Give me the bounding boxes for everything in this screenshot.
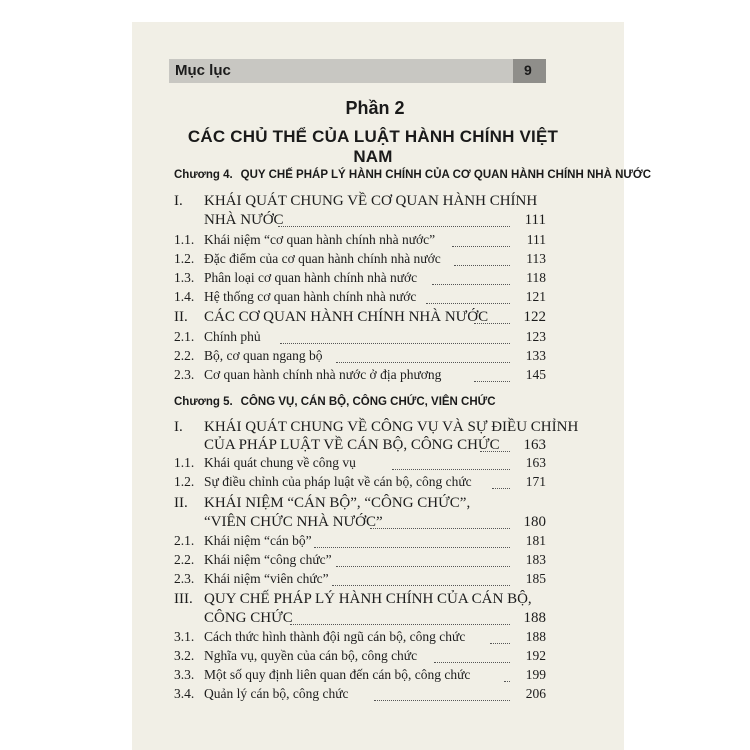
toc-entry-page: 123 (525, 329, 546, 344)
chapter-title: CÔNG VỤ, CÁN BỘ, CÔNG CHỨC, VIÊN CHỨC (240, 396, 496, 408)
toc-entry-number: III. (174, 591, 193, 607)
toc-entry-number: 1.3. (174, 270, 195, 285)
dot-leader (454, 265, 510, 266)
toc-entry-text: Khái niệm “cơ quan hành chính nhà nước” (204, 232, 436, 247)
toc-entry-line1: KHÁI NIỆM “CÁN BỘ”, “CÔNG CHỨC”, (204, 495, 471, 511)
dot-leader (474, 323, 510, 324)
header-page-number: 9 (524, 62, 532, 78)
toc-entry-number: 2.1. (174, 533, 195, 548)
toc-entry-text: Nghĩa vụ, quyền của cán bộ, công chức (204, 648, 418, 663)
dot-leader (280, 343, 510, 344)
toc-entry[interactable] (174, 367, 546, 385)
toc-entry-text: Khái niệm “công chức” (204, 552, 332, 567)
toc-entry-number: I. (174, 193, 183, 209)
toc-entry[interactable] (174, 648, 546, 666)
toc-entry-page: 121 (525, 289, 546, 304)
toc-entry-text: NHÀ NƯỚC (204, 212, 284, 228)
toc-entry[interactable] (174, 571, 546, 589)
toc-entry-number: 1.2. (174, 251, 195, 266)
toc-entry-page: 185 (525, 571, 546, 586)
toc-entry-number: 1.2. (174, 474, 195, 489)
toc-entry-page: 206 (525, 686, 546, 701)
toc-entry-page: 122 (523, 309, 546, 325)
toc-entry-line1: KHÁI QUÁT CHUNG VỀ CƠ QUAN HÀNH CHÍNH (204, 193, 538, 209)
toc-entry[interactable] (174, 686, 546, 704)
toc-entry-number: 2.1. (174, 329, 195, 344)
toc-entry[interactable] (174, 309, 546, 327)
toc-entry-page: 180 (523, 514, 546, 530)
toc-entry-page: 111 (526, 232, 546, 247)
header-title: Mục lục (175, 62, 231, 79)
dot-leader (374, 700, 510, 701)
toc-entry[interactable] (174, 629, 546, 647)
dot-leader (314, 547, 510, 548)
toc-entry[interactable] (174, 552, 546, 570)
toc-entry[interactable] (174, 533, 546, 551)
toc-entry-text: Quản lý cán bộ, công chức (204, 686, 349, 701)
dot-leader (492, 488, 510, 489)
dot-leader (474, 381, 510, 382)
toc-entry-text: Đặc điểm của cơ quan hành chính nhà nước (204, 251, 441, 266)
toc-entry-text: Cách thức hình thành đội ngũ cán bộ, công chức (204, 629, 466, 644)
toc-entry[interactable] (174, 251, 546, 269)
toc-entry-number: 1.1. (174, 232, 195, 247)
toc-entry-page: 183 (525, 552, 546, 567)
part-title: CÁC CHỦ THỂ CỦA LUẬT HÀNH CHÍNH VIỆT NAM (187, 127, 559, 166)
toc-entry-number: II. (174, 309, 188, 325)
toc-entry-text: Hệ thống cơ quan hành chính nhà nước (204, 289, 417, 304)
toc-entry-page: 188 (525, 629, 546, 644)
chapter-title: QUY CHẾ PHÁP LÝ HÀNH CHÍNH CỦA CƠ QUAN HÀNH CHÍNH NHÀ NƯỚC (240, 169, 652, 181)
toc-entry[interactable] (174, 289, 546, 307)
toc-entry-number: II. (174, 495, 188, 511)
toc-entry-text: Sự điều chỉnh của pháp luật về cán bộ, công chức (204, 474, 472, 489)
toc-entry-text: Chính phủ (204, 329, 261, 344)
toc-entry-page: 181 (525, 533, 546, 548)
toc-entry-page: 145 (525, 367, 546, 382)
toc-entry-text: Khái niệm “viên chức” (204, 571, 329, 586)
toc-entry-text: CỦA PHÁP LUẬT VỀ CÁN BỘ, CÔNG CHỨC (204, 437, 500, 453)
toc-entry[interactable] (174, 455, 546, 473)
toc-entry-page: 199 (525, 667, 546, 682)
page-header (169, 59, 546, 83)
dot-leader (490, 643, 510, 644)
toc-entry-text: Một số quy định liên quan đến cán bộ, công chức (204, 667, 471, 682)
toc-entry[interactable] (174, 474, 546, 492)
toc-entry-text: CÔNG CHỨC (204, 610, 293, 626)
toc-entry-page: 192 (525, 648, 546, 663)
dot-leader (392, 469, 510, 470)
toc-entry-text: Khái niệm “cán bộ” (204, 533, 312, 548)
dot-leader (332, 585, 510, 586)
toc-entry-page: 133 (525, 348, 546, 363)
toc-entry-number: 3.1. (174, 629, 195, 644)
dot-leader (452, 246, 510, 247)
toc-entry-number: 1.4. (174, 289, 195, 304)
toc-entry[interactable] (174, 329, 546, 347)
toc-entry[interactable] (174, 667, 546, 685)
toc-entry-page: 111 (524, 212, 546, 228)
dot-leader (504, 681, 510, 682)
toc-entry[interactable] (174, 270, 546, 288)
dot-leader (336, 362, 510, 363)
toc-entry-number: 2.2. (174, 552, 195, 567)
toc-entry-page: 163 (525, 455, 546, 470)
part-label: Phần 2 (345, 98, 405, 118)
dot-leader (434, 662, 510, 663)
toc-entry-text: CÁC CƠ QUAN HÀNH CHÍNH NHÀ NƯỚC (204, 309, 489, 325)
dot-leader (480, 451, 510, 452)
dot-leader (290, 624, 510, 625)
toc-entry-number: 3.2. (174, 648, 195, 663)
toc-entry-page: 171 (525, 474, 546, 489)
toc-entry-number: 2.2. (174, 348, 195, 363)
toc-entry-text: “VIÊN CHỨC NHÀ NƯỚC” (204, 514, 383, 530)
header-page-box (513, 59, 546, 83)
dot-leader (426, 303, 510, 304)
toc-entry-text: Bộ, cơ quan ngang bộ (204, 348, 323, 363)
toc-entry-number: I. (174, 419, 183, 435)
chapter-heading (174, 396, 496, 408)
toc-entry-number: 2.3. (174, 571, 195, 586)
dot-leader (278, 226, 510, 227)
toc-entry-text: Phân loại cơ quan hành chính nhà nước (204, 270, 418, 285)
toc-entry-page: 113 (526, 251, 546, 266)
toc-entry[interactable] (174, 348, 546, 366)
toc-entry-number: 3.4. (174, 686, 195, 701)
chapter-label: Chương 5. (174, 396, 233, 408)
toc-entry-page: 118 (526, 270, 546, 285)
toc-entry-number: 1.1. (174, 455, 195, 470)
toc-entry-number: 2.3. (174, 367, 195, 382)
dot-leader (336, 566, 510, 567)
dot-leader (370, 528, 510, 529)
toc-entry-line1: KHÁI QUÁT CHUNG VỀ CÔNG VỤ VÀ SỰ ĐIỀU CHỈNH (204, 419, 579, 435)
toc-entry-text: Cơ quan hành chính nhà nước ở địa phương (204, 367, 442, 382)
toc-entry-line1: QUY CHẾ PHÁP LÝ HÀNH CHÍNH CỦA CÁN BỘ, (204, 591, 532, 607)
chapter-label: Chương 4. (174, 169, 233, 181)
toc-entry-text: Khái quát chung về công vụ (204, 455, 356, 470)
dot-leader (432, 284, 510, 285)
toc-entry-number: 3.3. (174, 667, 195, 682)
toc-entry-page: 163 (523, 437, 546, 453)
toc-entry-page: 188 (523, 610, 546, 626)
chapter-heading (174, 169, 651, 181)
toc-entry[interactable] (174, 232, 546, 250)
